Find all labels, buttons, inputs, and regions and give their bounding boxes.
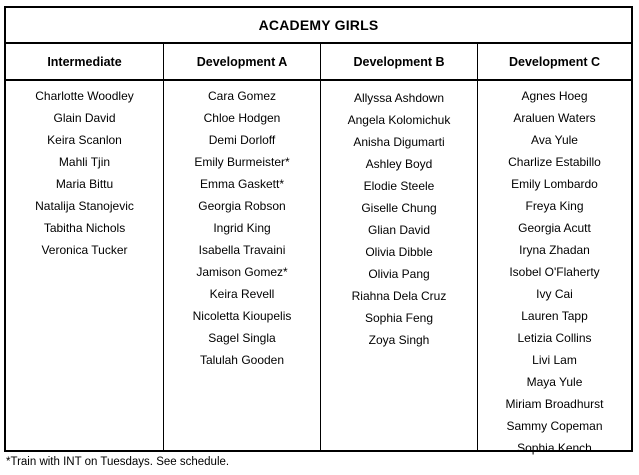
list-item: Charlotte Woodley: [35, 89, 134, 103]
list-item: Demi Dorloff: [208, 133, 276, 147]
list-item: Iryna Zhadan: [519, 243, 590, 257]
list-item: Riahna Dela Cruz: [351, 289, 447, 303]
column-development-b: [320, 44, 477, 450]
list-item: Agnes Hoeg: [521, 89, 588, 103]
name-list: [164, 81, 320, 371]
list-item: Olivia Pang: [368, 267, 430, 281]
list-item: Sagel Singla: [208, 331, 276, 345]
list-item: Letizia Collins: [517, 331, 592, 345]
list-item: Anisha Digumarti: [353, 135, 445, 149]
list-item: Olivia Dibble: [365, 245, 433, 259]
roster-table: [4, 6, 633, 455]
list-item: Ashley Boyd: [365, 157, 433, 171]
list-item: Zoya Singh: [368, 333, 430, 347]
name-list: [321, 81, 477, 351]
list-item: Freya King: [525, 199, 584, 213]
list-item: Emily Lombardo: [511, 177, 598, 191]
list-item: Tabitha Nichols: [43, 221, 126, 235]
list-item: Georgia Robson: [198, 199, 286, 213]
column-header: Development A: [164, 44, 320, 81]
list-item: Glian David: [367, 223, 431, 237]
list-item: Nicoletta Kioupelis: [192, 309, 292, 323]
list-item: Emily Burmeister*: [194, 155, 290, 169]
list-item: Ingrid King: [213, 221, 271, 235]
list-item: Livi Lam: [532, 353, 577, 367]
list-item: Ivy Cai: [536, 287, 573, 301]
list-item: Veronica Tucker: [41, 243, 128, 257]
column-development-a: [163, 44, 320, 450]
list-item: Sophia Feng: [364, 311, 434, 325]
list-item: Sammy Copeman: [506, 419, 603, 433]
list-item: Georgia Acutt: [518, 221, 591, 235]
list-item: Giselle Chung: [361, 201, 437, 215]
name-list: [478, 81, 631, 459]
list-item: Charlize Estabillo: [508, 155, 601, 169]
list-item: Elodie Steele: [363, 179, 435, 193]
list-item: Maria Bittu: [55, 177, 114, 191]
list-item: Angela Kolomichuk: [347, 113, 451, 127]
list-item: Isobel O'Flaherty: [509, 265, 600, 279]
list-item: Talulah Gooden: [199, 353, 285, 367]
list-item: Lauren Tapp: [521, 309, 588, 323]
list-item: Natalija Stanojevic: [35, 199, 134, 213]
list-item: Maya Yule: [526, 375, 583, 389]
footnote: *Train with INT on Tuesdays. See schedule.: [6, 456, 230, 468]
list-item: Jamison Gomez*: [196, 265, 288, 279]
list-item: Mahli Tjin: [58, 155, 111, 169]
list-item: Ava Yule: [531, 133, 578, 147]
name-list: [6, 81, 163, 261]
list-item: Keira Revell: [209, 287, 275, 301]
column-header: Development C: [478, 44, 631, 81]
list-item: Cara Gomez: [207, 89, 277, 103]
list-item: Glain David: [53, 111, 116, 125]
column-intermediate: [6, 44, 163, 450]
list-item: Miriam Broadhurst: [505, 397, 604, 411]
list-item: Sophia Kench: [517, 441, 592, 455]
column-development-c: [477, 44, 631, 455]
list-item: Chloe Hodgen: [203, 111, 281, 125]
list-item: Araluen Waters: [513, 111, 596, 125]
column-header: Development B: [321, 44, 477, 81]
list-item: Allyssa Ashdown: [353, 91, 445, 105]
list-item: Isabella Travaini: [198, 243, 286, 257]
list-item: Keira Scanlon: [47, 133, 122, 147]
list-item: Emma Gaskett*: [199, 177, 285, 191]
table-title: ACADEMY GIRLS: [6, 8, 631, 44]
column-header: Intermediate: [6, 44, 163, 81]
